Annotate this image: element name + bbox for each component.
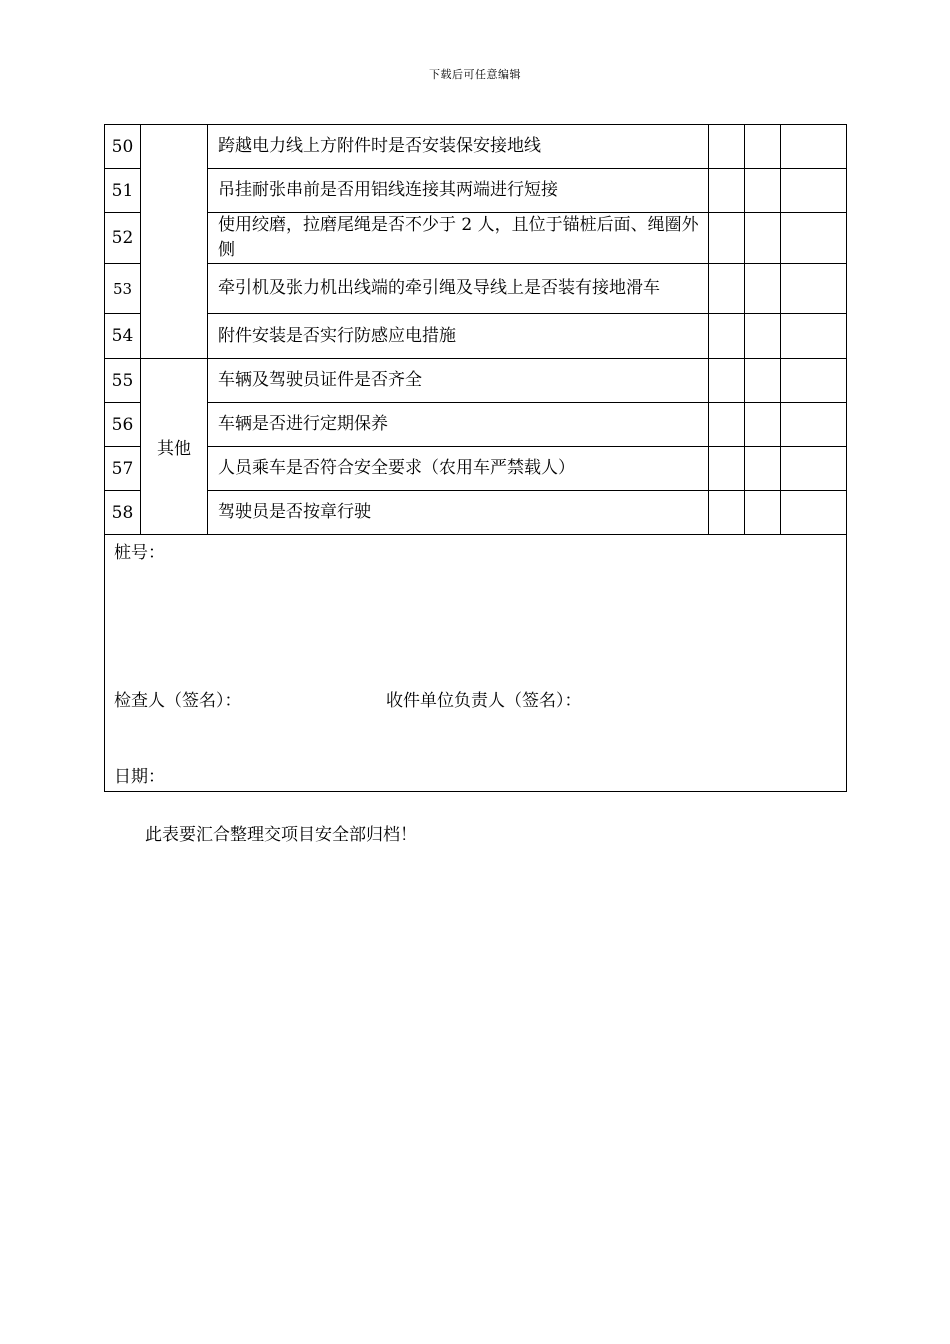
table-row [105, 491, 847, 535]
row-number: 54 [105, 314, 141, 359]
remark-cell[interactable] [781, 403, 847, 447]
row-number: 57 [105, 447, 141, 491]
table-row [105, 264, 847, 314]
row-number: 52 [105, 213, 141, 264]
row-number: 50 [105, 125, 141, 169]
check-cell[interactable] [709, 264, 745, 314]
check-cell[interactable] [745, 491, 781, 535]
page-header: 下载后可任意编辑 [429, 68, 521, 81]
check-cell[interactable] [709, 213, 745, 264]
receiver-signature-label: 收件单位负责人（签名）： [386, 691, 582, 711]
check-cell[interactable] [745, 125, 781, 169]
check-item: 跨越电力线上方附件时是否安装保安接地线 [208, 125, 709, 169]
remark-cell[interactable] [781, 264, 847, 314]
table-row [105, 403, 847, 447]
remark-cell[interactable] [781, 125, 847, 169]
check-item: 使用绞磨，拉磨尾绳是否不少于 2 人，且位于锚桩后面、绳圈外侧 [208, 213, 709, 264]
check-cell[interactable] [745, 264, 781, 314]
category-cell [141, 125, 208, 359]
check-cell[interactable] [745, 447, 781, 491]
check-item: 车辆及驾驶员证件是否齐全 [208, 359, 709, 403]
table-row [105, 447, 847, 491]
check-cell[interactable] [709, 403, 745, 447]
stake-number-label: 桩号： [114, 543, 165, 563]
check-item: 附件安装是否实行防感应电措施 [208, 314, 709, 359]
category-other: 其他 [141, 359, 208, 535]
table-row [105, 213, 847, 264]
check-cell[interactable] [709, 491, 745, 535]
remark-cell[interactable] [781, 213, 847, 264]
inspector-signature-label: 检查人（签名）： [114, 691, 242, 711]
footer-note: 此表要汇合整理交项目安全部归档！ [145, 825, 417, 845]
row-number: 56 [105, 403, 141, 447]
table-row [105, 314, 847, 359]
check-cell[interactable] [745, 403, 781, 447]
date-label: 日期： [114, 767, 165, 787]
check-cell[interactable] [709, 447, 745, 491]
row-number: 58 [105, 491, 141, 535]
check-cell[interactable] [709, 169, 745, 213]
signature-row [105, 535, 847, 792]
check-cell[interactable] [745, 359, 781, 403]
table-row [105, 359, 847, 403]
signature-area [105, 535, 846, 791]
row-number: 55 [105, 359, 141, 403]
check-cell[interactable] [745, 213, 781, 264]
check-cell[interactable] [709, 125, 745, 169]
table-row [105, 169, 847, 213]
row-number: 51 [105, 169, 141, 213]
remark-cell[interactable] [781, 447, 847, 491]
check-cell[interactable] [709, 359, 745, 403]
check-cell[interactable] [745, 314, 781, 359]
check-cell[interactable] [709, 314, 745, 359]
table-row [105, 125, 847, 169]
remark-cell[interactable] [781, 169, 847, 213]
check-item: 人员乘车是否符合安全要求（农用车严禁载人） [208, 447, 709, 491]
remark-cell[interactable] [781, 314, 847, 359]
check-item: 牵引机及张力机出线端的牵引绳及导线上是否装有接地滑车 [208, 264, 709, 314]
remark-cell[interactable] [781, 359, 847, 403]
signature-cell [105, 535, 847, 792]
check-cell[interactable] [745, 169, 781, 213]
checklist-table [104, 124, 847, 792]
check-item: 驾驶员是否按章行驶 [208, 491, 709, 535]
row-number: 53 [105, 264, 141, 314]
check-item: 车辆是否进行定期保养 [208, 403, 709, 447]
remark-cell[interactable] [781, 491, 847, 535]
check-item: 吊挂耐张串前是否用铝线连接其两端进行短接 [208, 169, 709, 213]
